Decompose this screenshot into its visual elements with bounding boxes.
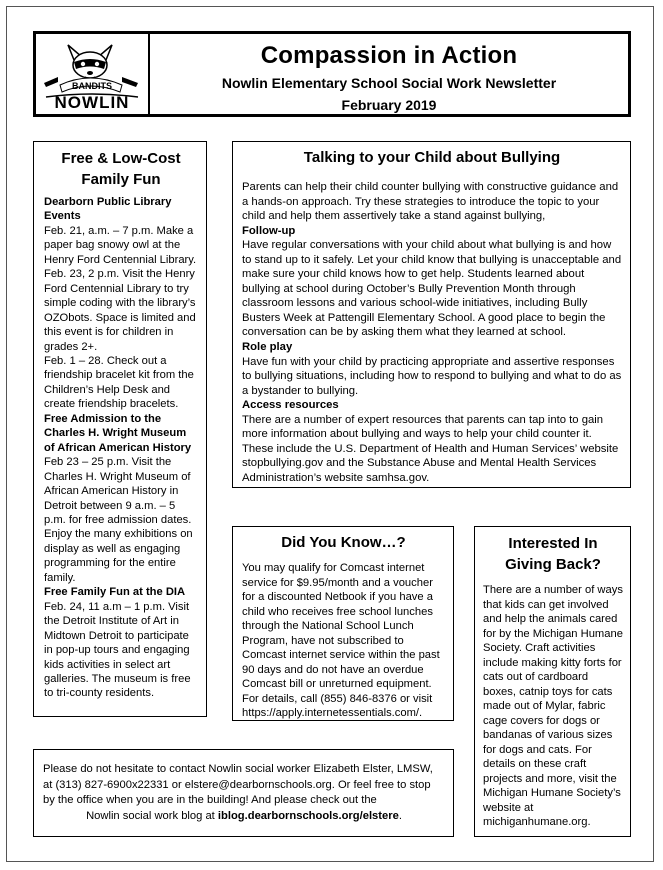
bullying-body — [242, 180, 622, 485]
giving-back-title-line2: Giving Back? — [505, 556, 601, 573]
family-fun-title-line1: Free & Low-Cost — [61, 150, 181, 167]
event-item: Feb. 24, 11 a.m – 1 p.m. Visit the Detroit Institute of Art in Midtown Detroit to participate in pop-up tours and engaging kids activities in select art galleries. The museum is free to tri-county residents. — [44, 600, 191, 700]
blog-link[interactable]: iblog.dearbornschools.org/elstere — [217, 809, 399, 822]
did-you-know-text: You may qualify for Comcast internet service for $9.95/month and a voucher for a discounted Netbook if you have a child who receives free school lunches through the National School Lunch Program, have not subscribed to Comcast internet service within the past 90 days and do not have an overdue Comcast bill or unreturned equipment. For details, call (855) 846-8376 or visit https://apply.internetessentials.com/. — [242, 562, 440, 719]
giving-back-title — [483, 533, 623, 575]
bullying-intro: Parents can help their child counter bullying with constructive guidance and a hands-on approach. Try these strategies to introduce the topic to your child and help them assertively take a stand against bullying, — [242, 181, 619, 223]
logo-cell — [36, 34, 150, 114]
did-you-know-title: Did You Know…? — [281, 534, 406, 551]
event-item: Feb. 21, a.m. – 7 p.m. Make a paper bag snowy owl at the Henry Ford Centennial Library. — [44, 224, 197, 266]
family-fun-title — [44, 148, 198, 190]
section-heading: Free Family Fun at the DIA — [44, 586, 186, 599]
section-heading: Dearborn Public Library Events — [44, 196, 172, 223]
newsletter-header — [33, 31, 631, 117]
section-text: Have fun with your child by practicing appropriate and assertive responses to bullying situations, including how to respond to bullying and what to do as a bystander to bullying. — [242, 355, 622, 397]
event-item: Feb. 1 – 28. Check out a friendship bracelet kit from the Children’s Help Desk and create friendship bracelets. — [44, 354, 194, 411]
logo-bottom-text: NOWLIN — [54, 93, 130, 112]
contact-body — [43, 762, 445, 824]
newsletter-subtitle: Nowlin Elementary School Social Work Newsletter — [221, 75, 557, 91]
section-text: Have regular conversations with your child about what bullying is and how to stand up to it safely. Let your child know that bullying is unacceptable and make sure your child knows how to get help. Students learned about bullying at school during October’s Bully Prevention Month through classroom lessons and various school-wide initiatives, including Bully Busters Week at Pattengill Elementary School. A good place to begin the conversation can be by asking them what they learned at school. — [242, 239, 622, 339]
section-heading: Free Admission to the Charles H. Wright Museum of African American History — [44, 412, 192, 454]
contact-text: Please do not hesitate to contact Nowlin social worker Elizabeth Elster, LMSW, at (313) 827-6900x22331 or elstere@dearbornschools.org. Or feel free to stop by the office when you are in the building! And please check out the — [43, 763, 433, 806]
giving-back-box — [474, 526, 631, 837]
event-item: Feb. 23, 2 p.m. Visit the Henry Ford Centennial Library to try simple coding with the library’s OZObots. Space is limited and this event is for children in grades 2+. — [44, 268, 196, 353]
newsletter-date: February 2019 — [341, 97, 437, 113]
giving-back-text: There are a number of ways that kids can get involved and help the animals cared for by the Michigan Humane Society. Craft activities include making kitty forts for cats out of cardboard boxes, catnip toys for cats made out of Mylar, fabric cage covers for dogs or bandanas of various sizes for dogs and cats. For details on these craft projects and more, visit the Michigan Humane Society’s website at michiganhumane.org. — [483, 584, 623, 828]
blog-prefix: Nowlin social work blog at — [86, 809, 218, 822]
header-text — [150, 34, 628, 114]
family-fun-box — [33, 141, 207, 717]
logo-top-text: BANDITS — [72, 81, 112, 91]
giving-back-title-line1: Interested In — [508, 535, 598, 552]
section-heading: Access resources — [242, 399, 339, 412]
bandits-logo — [38, 35, 148, 113]
section-heading: Follow-up — [242, 224, 296, 237]
section-heading: Role play — [242, 341, 293, 354]
did-you-know-box — [232, 526, 454, 721]
blog-line — [43, 809, 445, 825]
event-item: Feb 23 – 25 p.m. Visit the Charles H. Wright Museum of African American History in Detroit between 9 a.m. – 5 p.m. for free admission dates. Enjoy the many exhibitions on display as well as engaging programming for the entire family. — [44, 456, 193, 584]
newsletter-title: Compassion in Action — [260, 42, 518, 69]
family-fun-title-line2: Family Fun — [81, 171, 161, 188]
bullying-title: Talking to your Child about Bullying — [303, 149, 561, 166]
section-text: There are a number of expert resources that parents can tap into to gain more information about bullying and ways to help your child counter it. These include the U.S. Department of Health and Human Services’ website stopbullying.gov and the Substance Abuse and Mental Health Services Administration’s website samhsa.gov. — [242, 413, 619, 484]
contact-box — [33, 749, 454, 837]
family-fun-body — [44, 195, 198, 701]
bullying-box — [232, 141, 631, 488]
blog-suffix: . — [398, 809, 402, 822]
